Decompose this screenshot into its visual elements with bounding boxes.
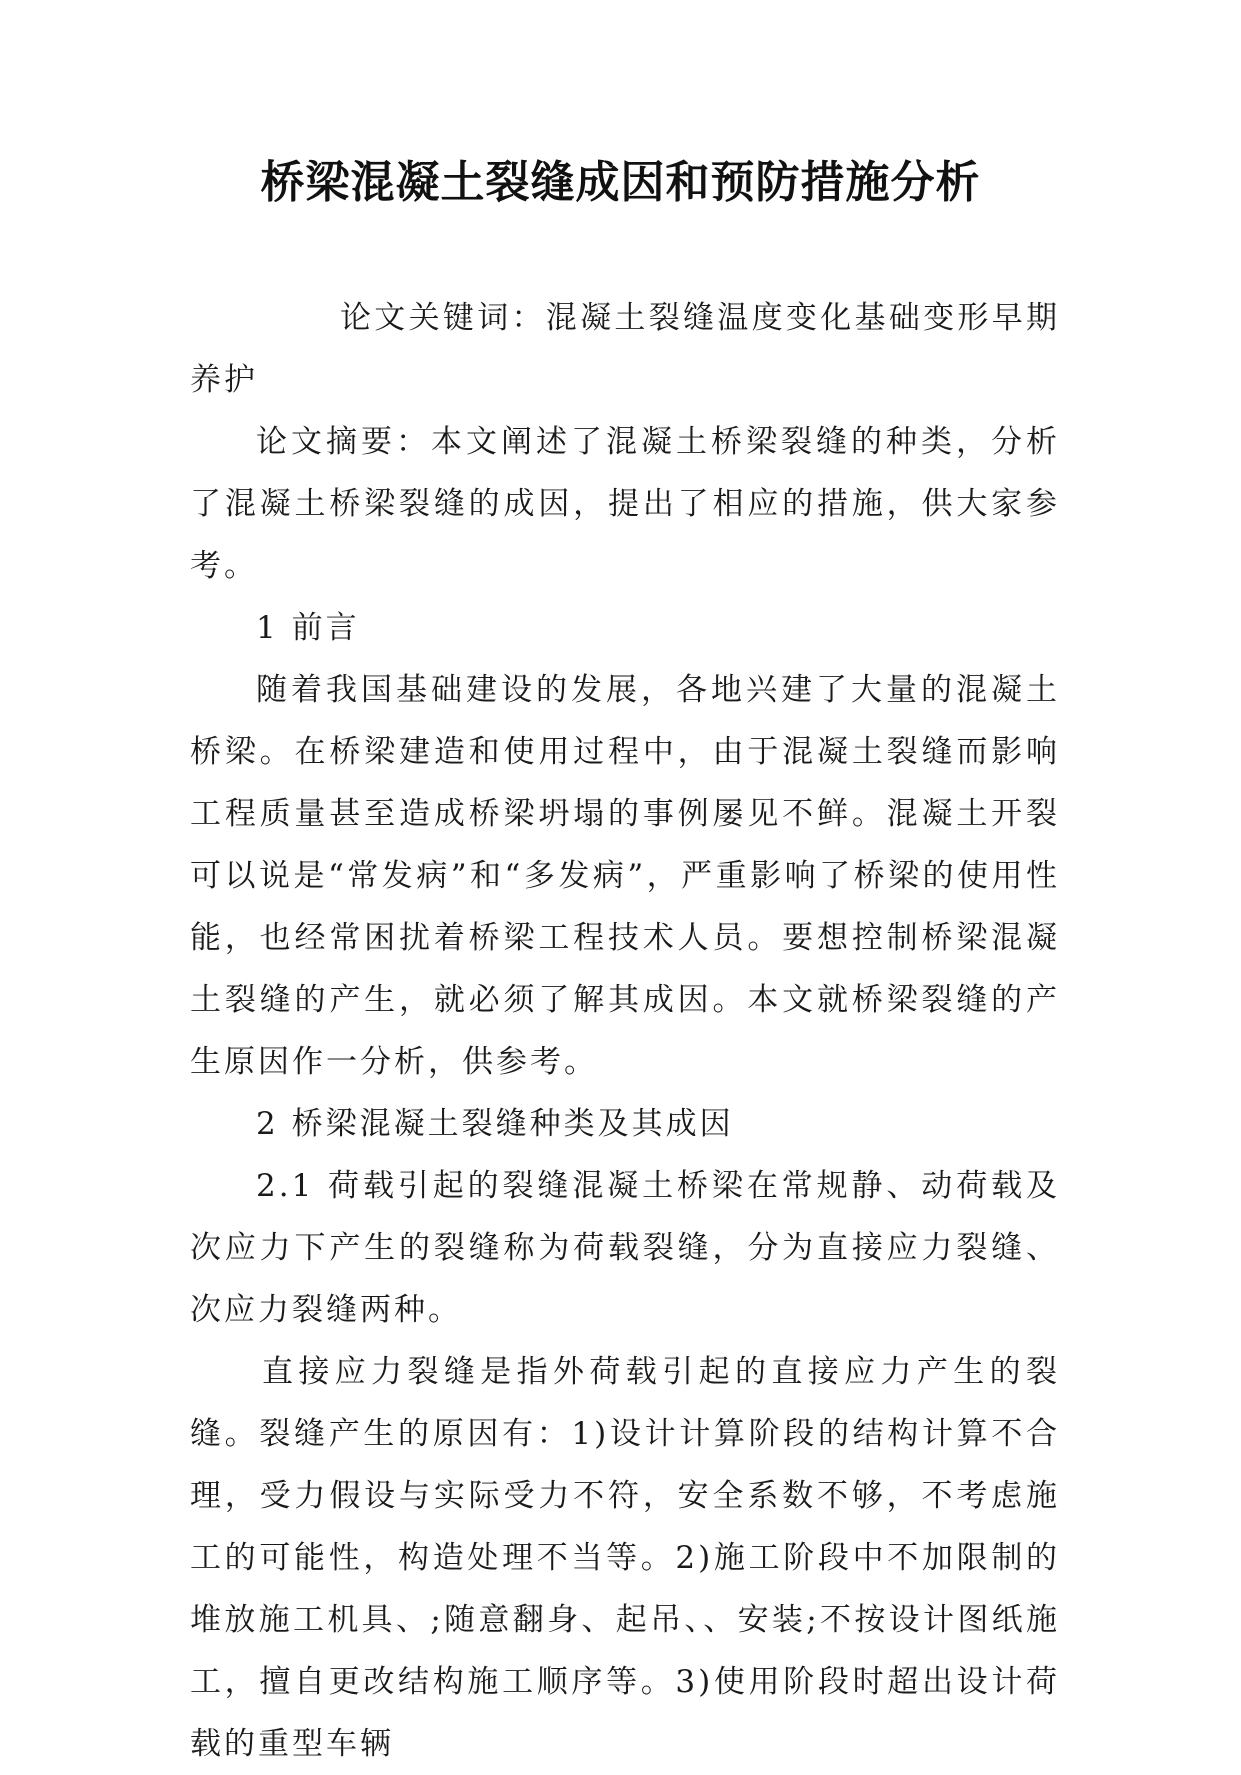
document-body — [190, 287, 1060, 1775]
document-title: 桥梁混凝土裂缝成因和预防措施分析 — [260, 157, 981, 208]
preface-paragraph: 随着我国基础建设的发展，各地兴建了大量的混凝土桥梁。在桥梁建造和使用过程中，由于混凝土裂缝而影响工程质量甚至造成桥梁坍塌的事例屡见不鲜。混凝土开裂可以说是“常发病”和“多发病”，严重影响了桥梁的使用性能，也经常困扰着桥梁工程技术人员。要想控制桥梁混凝土裂缝的产生，就必须了解其成因。本文就桥梁裂缝的产生原因作一分析，供参考。 — [190, 672, 1060, 1080]
section-heading-crack-types: 2 桥梁混凝土裂缝种类及其成因 — [256, 1106, 734, 1142]
section-heading-preface: 1 前言 — [256, 610, 360, 646]
keywords-paragraph: 论文关键词：混凝土裂缝温度变化基础变形早期养护 — [190, 300, 1060, 398]
direct-stress-crack-paragraph: 直接应力裂缝是指外荷载引起的直接应力产生的裂缝。裂缝产生的原因有：1)设计计算阶段的结构计算不合理，受力假设与实际受力不符，安全系数不够，不考虑施工的可能性，构造处理不当等。2)施工阶段中不加限制的堆放施工机具、;随意翻身、起吊、、安装;不按设计图纸施工，擅自更改结构施工顺序等。3)使用阶段时超出设计荷载的重型车辆 — [190, 1354, 1060, 1762]
load-crack-paragraph: 2.1 荷载引起的裂缝混凝土桥梁在常规静、动荷载及次应力下产生的裂缝称为荷载裂缝，分为直接应力裂缝、次应力裂缝两种。 — [190, 1168, 1060, 1328]
abstract-paragraph: 论文摘要：本文阐述了混凝土桥梁裂缝的种类，分析了混凝土桥梁裂缝的成因，提出了相应的措施，供大家参考。 — [190, 424, 1060, 584]
